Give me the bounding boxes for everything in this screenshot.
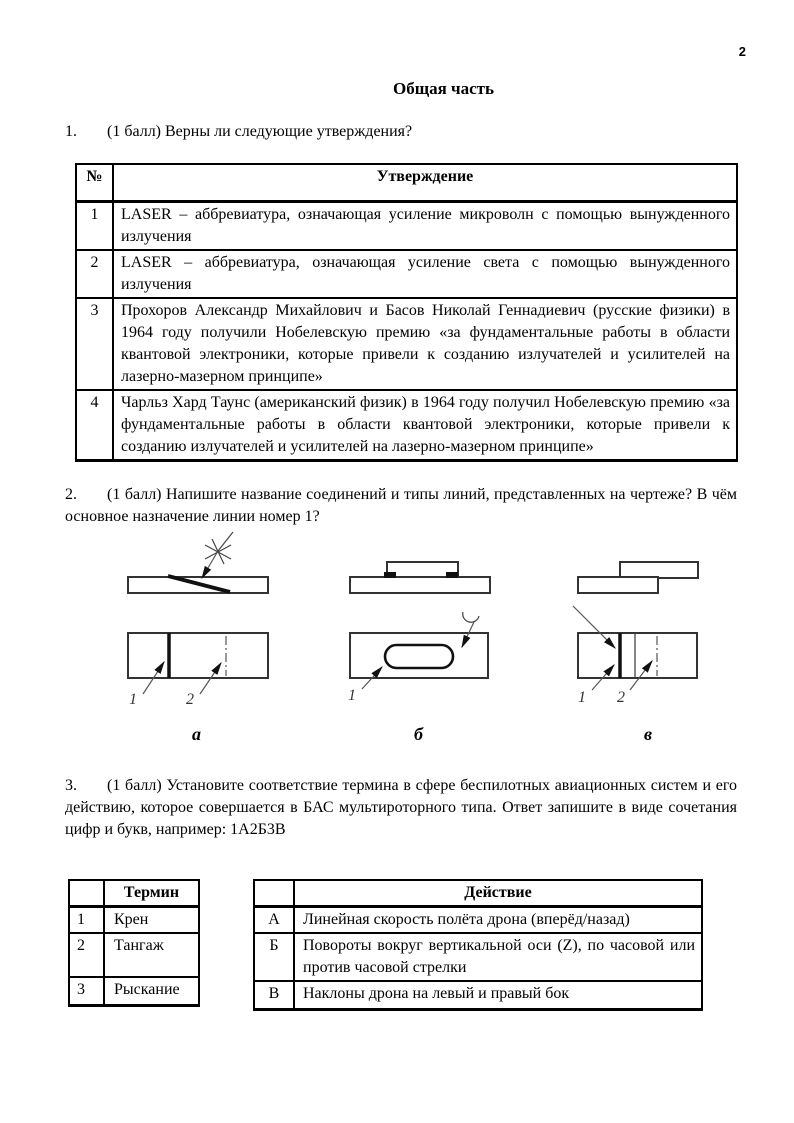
action-v-letter: В xyxy=(254,981,294,1010)
question-1-text: (1 балл) Верны ли следующие утверждения? xyxy=(107,123,413,140)
statement-3-num: 3 xyxy=(76,298,113,390)
action-a-letter: А xyxy=(254,907,294,934)
terms-header-empty xyxy=(69,880,104,907)
weld-symbol-leader xyxy=(202,532,233,578)
table-header-row xyxy=(76,164,737,202)
action-v-text: Наклоны дрона на левый и правый бок xyxy=(294,981,702,1010)
page-number: 2 xyxy=(738,44,746,59)
action-b-text: Повороты вокруг вертикальной оси (Z), по часовой или против часовой стрелки xyxy=(294,933,702,981)
action-a-text: Линейная скорость полёта дрона (вперёд/назад) xyxy=(294,907,702,934)
callout-1-label: 1 xyxy=(348,687,356,704)
figure-v-drawing xyxy=(573,562,698,744)
figure-a-drawing xyxy=(128,532,268,744)
statement-1-num: 1 xyxy=(76,202,113,251)
actions-header-label: Действие xyxy=(294,880,702,907)
question-1-number: 1. xyxy=(65,123,77,140)
matching-tables xyxy=(64,879,738,1009)
callout-2-label: 2 xyxy=(617,689,625,706)
table-header-row xyxy=(69,880,199,907)
terms-header-label: Термин xyxy=(104,880,199,907)
callout-1-label: 1 xyxy=(129,691,137,708)
table-row xyxy=(76,250,737,298)
statements-table-header-num: № xyxy=(76,164,113,202)
term-1-text: Крен xyxy=(104,907,199,934)
question-2-text: (1 балл) Напишите название соединений и типы линий, представленных на чертеже? В чём основное назначение линии номер 1? xyxy=(65,486,737,525)
page-title: Общая часть xyxy=(393,79,494,98)
statement-1-text: LASER – аббревиатура, означающая усиление микроволн с помощью вынужденного излучения xyxy=(113,202,737,251)
question-3 xyxy=(65,775,737,841)
question-2-number: 2. xyxy=(65,486,77,503)
statements-table xyxy=(75,163,738,462)
table-row xyxy=(69,907,199,934)
term-3-text: Рыскание xyxy=(104,977,199,1006)
table-row xyxy=(69,977,199,1006)
callout-1-label: 1 xyxy=(578,689,586,706)
weld-mark-left xyxy=(384,572,396,578)
terms-table xyxy=(68,879,200,1007)
term-2-text: Тангаж xyxy=(104,933,199,977)
statement-4-num: 4 xyxy=(76,390,113,461)
table-header-row xyxy=(254,880,702,907)
question-2 xyxy=(65,484,737,528)
table-row xyxy=(254,907,702,934)
figure-a-label: а xyxy=(192,724,201,744)
statement-3-text: Прохоров Александр Михайлович и Басов Николай Геннадиевич (русские физики) в 1964 году получили Нобелевскую премию «за фундаментальные работы в области квантовой электроники, которые привели к созданию излучателей и усилителей на лазерно-мазерном принципе» xyxy=(113,298,737,390)
figure-v-label: в xyxy=(644,724,653,744)
term-2-num: 2 xyxy=(69,933,104,977)
action-b-letter: Б xyxy=(254,933,294,981)
actions-header-empty xyxy=(254,880,294,907)
weld-mark-right xyxy=(446,572,458,578)
statement-4-text: Чарльз Хард Таунс (американский физик) в 1964 году получил Нобелевскую премию «за фундаментальные работы в области квантовой электроники, которые привели к созданию излучателей и усилителей на лазерно-мазерном принципе» xyxy=(113,390,737,461)
actions-table xyxy=(253,879,703,1011)
figure-b-label: б xyxy=(414,724,423,744)
page-content xyxy=(64,0,746,1123)
table-row xyxy=(254,981,702,1010)
figure-b-drawing xyxy=(348,562,490,744)
callout-2-label: 2 xyxy=(186,691,194,708)
statement-2-num: 2 xyxy=(76,250,113,298)
table-row xyxy=(254,933,702,981)
question-3-text: (1 балл) Установите соответствие термина в сфере беспилотных авиационных систем и его действию, которое совершается в БАС мультироторного типа. Ответ запишите в виде сочетания цифр и букв, например: 1А2Б3В xyxy=(65,777,737,838)
term-3-num: 3 xyxy=(69,977,104,1006)
question-1 xyxy=(65,121,737,143)
weld-joint-drawings xyxy=(60,525,740,745)
statements-table-header-statement: Утверждение xyxy=(113,164,737,202)
table-row xyxy=(69,933,199,977)
statement-2-text: LASER – аббревиатура, означающая усиление света с помощью вынужденного излучения xyxy=(113,250,737,298)
term-1-num: 1 xyxy=(69,907,104,934)
table-row xyxy=(76,298,737,390)
table-row xyxy=(76,390,737,461)
question-3-number: 3. xyxy=(65,777,77,794)
table-row xyxy=(76,202,737,251)
